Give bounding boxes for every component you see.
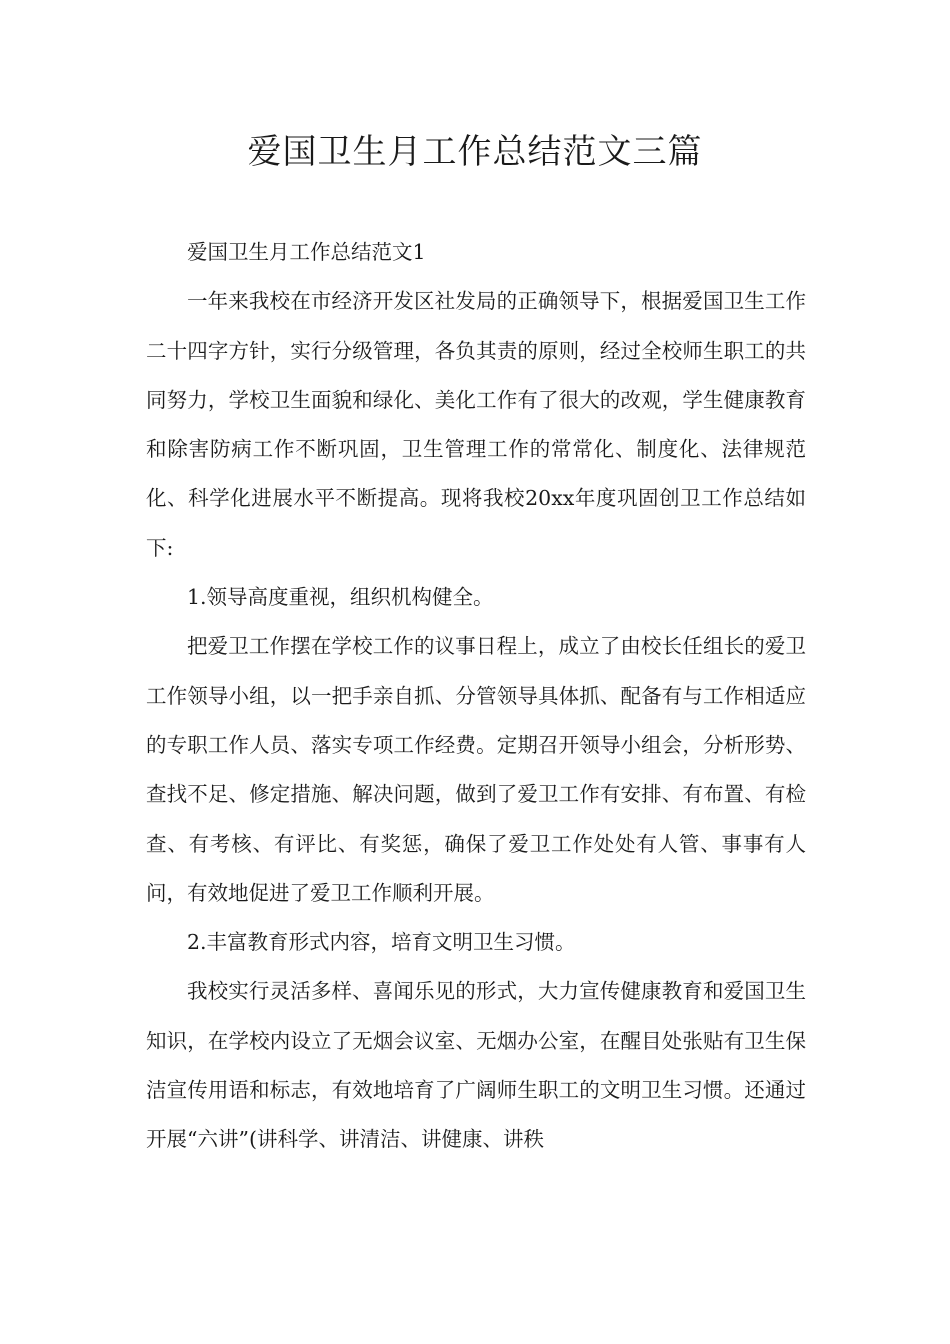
body-paragraph: 一年来我校在市经济开发区社发局的正确领导下，根据爱国卫生工作二十四字方针，实行分级管理，各负其责的原则，经过全校师生职工的共同努力，学校卫生面貌和绿化、美化工作有了很大的改观，学生健康教育和除害防病工作不断巩固，卫生管理工作的常常化、制度化、法律规范化、科学化进展水平不断提高。现将我校20xx年度巩固创卫工作总结如下: <box>146 289 806 560</box>
section-heading: 爱国卫生月工作总结范文1 <box>187 240 426 264</box>
document-body <box>146 228 806 1165</box>
numbered-heading: 2.丰富教育形式内容，培育文明卫生习惯。 <box>187 930 576 955</box>
document-title: 爱国卫生月工作总结范文三篇 <box>247 132 703 172</box>
numbered-heading: 1.领导高度重视，组织机构健全。 <box>187 585 494 610</box>
body-paragraph: 我校实行灵活多样、喜闻乐见的形式，大力宣传健康教育和爱国卫生知识，在学校内设立了无烟会议室、无烟办公室，在醒目处张贴有卫生保洁宣传用语和标志，有效地培育了广阔师生职工的文明卫生习惯。还通过开展“六讲”(讲科学、讲清洁、讲健康、讲秩 <box>146 979 806 1152</box>
body-paragraph: 把爱卫工作摆在学校工作的议事日程上，成立了由校长任组长的爱卫工作领导小组，以一把手亲自抓、分管领导具体抓、配备有与工作相适应的专职工作人员、落实专项工作经费。定期召开领导小组会，分析形势、查找不足、修定措施、解决问题，做到了爱卫工作有安排、有布置、有检查、有考核、有评比、有奖惩，确保了爱卫工作处处有人管、事事有人问，有效地促进了爱卫工作顺利开展。 <box>146 634 806 905</box>
